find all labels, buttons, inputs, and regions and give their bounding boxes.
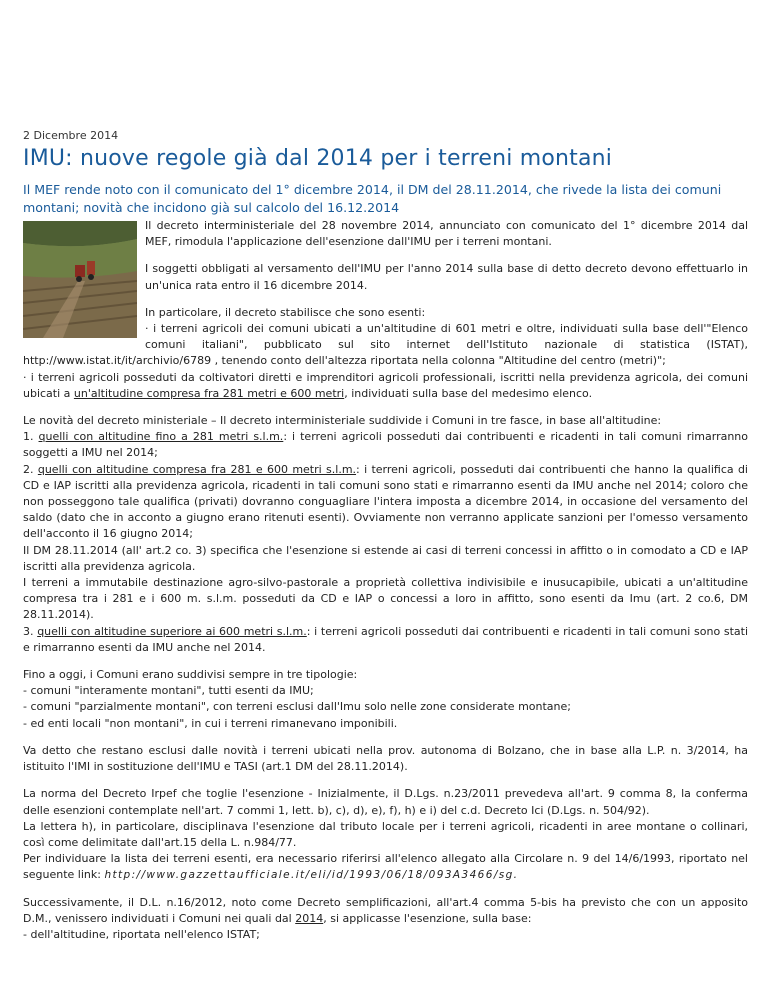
paragraph: · i terreni agricoli dei comuni ubicati a un'altitudine di 601 metri e oltre, individuati sulla base dell'"Elenco comuni italiani", pubblicato sul sito internet dell'Istituto nazionale di statistica (ISTAT), http://www.istat.it/it/archivio/6789 , tenendo conto dell'altezza riportata nella colonna "Altitudine del centro (metri)";	[23, 322, 748, 368]
text: 1.	[23, 430, 39, 444]
paragraph: Il DM 28.11.2014 (all' art.2 co. 3) specifica che l'esenzione si estende ai casi di terreni concessi in affitto o in comodato a CD e IAP iscritti alla previdenza agricola.	[23, 543, 748, 573]
year-2014-link[interactable]: 2014	[295, 911, 324, 925]
paragraph: I terreni a immutabile destinazione agro-silvo-pastorale a proprietà collettiva indivisibile e inusucapibile, ubicati a un'altitudine compresa tra i 281 e i 600 m. s.l.m. posseduti da CD e IAP o concessi a loro in affitto, sono esenti da Imu (art. 2 co.6, DM 28.11.2014).	[23, 576, 748, 622]
altitude-range-link[interactable]: un'altitudine compresa fra 281 metri e 600 metri	[73, 386, 345, 400]
band-3-link[interactable]: quelli con altitudine superiore ai 600 metri s.l.m.	[37, 624, 307, 638]
text: 3.	[23, 624, 38, 638]
paragraph: I soggetti obbligati al versamento dell'IMU per l'anno 2014 sulla base di detto decreto devono effettuarlo in un'unica rata entro il 16 dicembre 2014.	[145, 262, 748, 292]
paragraph	[23, 851, 748, 883]
band-1-link[interactable]: quelli con altitudine fino a 281 metri s.l.m.	[38, 430, 284, 444]
text: 2.	[23, 462, 38, 476]
text: , si applicasse l'esenzione, sulla base:	[323, 911, 532, 925]
paragraph	[23, 429, 748, 461]
text: Per individuare la lista dei terreni esenti, era necessario riferirsi all'elenco allegato alla Circolare n. 9 del 14/6/1993, riportato nel seguente link:	[23, 852, 748, 882]
paragraph	[23, 624, 748, 656]
article-body	[23, 218, 748, 943]
text: : i terreni agricoli posseduti dai contribuenti e ricadenti in tali comuni sono stati e rimarranno esenti da IMU anche nel 2014.	[23, 624, 749, 654]
article-date: 2 Dicembre 2014	[23, 129, 119, 142]
paragraph: In particolare, il decreto stabilisce che sono esenti:	[145, 305, 426, 319]
field-photo-icon	[23, 221, 137, 338]
paragraph: La lettera h), in particolare, disciplinava l'esenzione dal tributo locale per i terreni agricoli, ricadenti in aree montane o collinari, così come delimitate dall'art.15 della L. n.984/77.	[23, 819, 748, 849]
gazzetta-url: http://www.gazzettaufficiale.it/eli/id/1993/06/18/093A3466/sg.	[104, 869, 519, 882]
list-item: - comuni "parzialmente montani", con terreni esclusi dall'Imu solo nelle zone considerate montane;	[23, 700, 571, 714]
list-item: - ed enti locali "non montani", in cui i terreni rimanevano imponibili.	[23, 716, 398, 730]
paragraph: Il decreto interministeriale del 28 novembre 2014, annunciato con comunicato del 1° dicembre 2014 dal MEF, rimodula l'applicazione dell'esenzione dall'IMU per i terreni montani.	[145, 219, 748, 249]
text: Successivamente, il D.L. n.16/2012, noto come Decreto semplificazioni, all'art.4 comma 5-bis ha previsto che con un apposito D.M., venissero individuati i Comuni nei quali dal	[23, 895, 748, 925]
paragraph: Fino a oggi, i Comuni erano suddivisi sempre in tre tipologie:	[23, 668, 358, 682]
text: · i terreni agricoli posseduti da coltivatori diretti e imprenditori agricoli professionali, iscritti nella previdenza agricola, dei comuni ubicati a	[23, 370, 748, 400]
list-item: - dell'altitudine, riportata nell'elenco ISTAT;	[23, 927, 260, 941]
text: : i terreni agricoli posseduti dai contribuenti e ricadenti in tali comuni rimarranno soggetti a IMU nel 2014;	[23, 430, 749, 460]
paragraph	[23, 370, 748, 402]
paragraph: Le novità del decreto ministeriale – Il decreto interministeriale suddivide i Comuni in tre fasce, in base all'altitudine:	[23, 414, 662, 428]
paragraph	[23, 462, 748, 543]
paragraph: La norma del Decreto Irpef che toglie l'esenzione - Inizialmente, il D.Lgs. n.23/2011 prevedeva all'art. 9 comma 8, la conferma delle esenzioni contemplate nell'art. 7 commi 1, lett. b), c), d), e), f), h) e i) del c.d. Decreto Ici (D.Lgs. n. 504/92).	[23, 787, 748, 817]
band-2-link[interactable]: quelli con altitudine compresa fra 281 e 600 metri s.l.m.	[37, 462, 357, 476]
article-title: IMU: nuove regole già dal 2014 per i terreni montani	[23, 146, 613, 171]
text: , individuati sulla base del medesimo elenco.	[344, 386, 593, 400]
list-item: - comuni "interamente montani", tutti esenti da IMU;	[23, 684, 314, 698]
article-subtitle: Il MEF rende noto con il comunicato del 1° dicembre 2014, il DM del 28.11.2014, che rivede la lista dei comuni montani; novità che incidono già sul calcolo del 16.12.2014	[23, 182, 722, 215]
paragraph	[23, 895, 748, 927]
paragraph: Va detto che restano esclusi dalle novità i terreni ubicati nella prov. autonoma di Bolzano, che in base alla L.P. n. 3/2014, ha istituito l'IMI in sostituzione dell'IMU e TASI (art.1 DM del 28.11.2014).	[23, 743, 748, 774]
text: : i terreni agricoli, posseduti dai contribuenti che hanno la qualifica di CD e IAP iscritti alla previdenza agricola, ricadenti in tali comuni sono stati e rimarranno esenti da IMU anche nel 2014; coloro che non posseggono tale qualifica (privati) dovranno conguagliare l'intera imposta a dicembre 2014, in occasione del versamento del saldo (dato che in acconto a giugno erano ritenuti esenti). Ovviamente non verranno applicate sanzioni per l'omesso versamento dell'acconto il 16 giugno 2014;	[23, 462, 748, 541]
